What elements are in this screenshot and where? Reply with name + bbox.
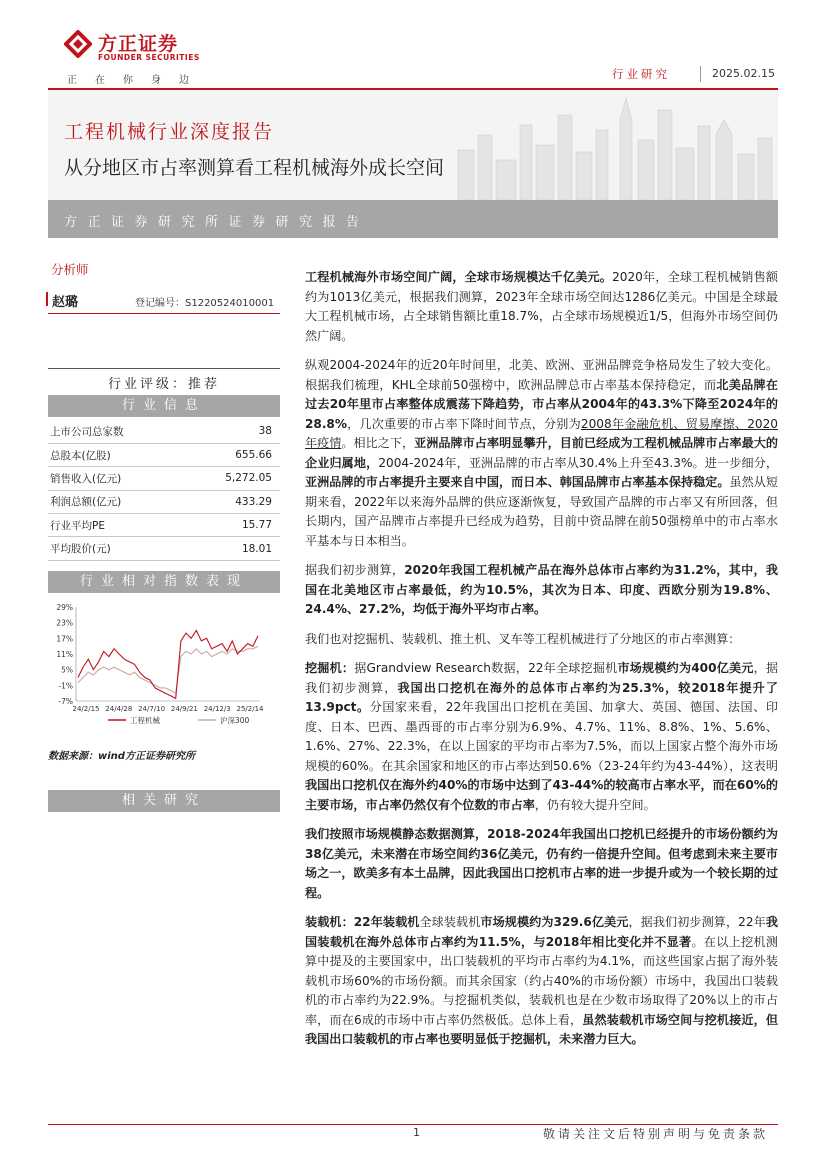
series-line bbox=[78, 630, 258, 698]
info-label: 销售收入(亿元) bbox=[48, 467, 182, 490]
x-tick-label: 24/12/3 bbox=[203, 704, 231, 713]
logo-text-en: FOUNDER SECURITIES bbox=[98, 53, 200, 62]
text-run: 亚洲品牌市占率明显攀升，目前已经成为工程机械品牌市占率最大的企业归属地， bbox=[305, 436, 778, 470]
report-title: 从分地区市占率测算看工程机械海外成长空间 bbox=[64, 157, 445, 179]
paragraph-excavator bbox=[305, 659, 778, 815]
info-row bbox=[48, 537, 280, 560]
info-label: 利润总额(亿元) bbox=[48, 490, 182, 513]
y-tick-label: -7% bbox=[58, 696, 73, 706]
text-run: ，据我们初步测算，22年 bbox=[628, 915, 766, 929]
paragraph-market-size bbox=[305, 268, 778, 346]
text-run: 亚洲品牌的市占率提升主要来自中国，而日本、韩国品牌市占率基本保持稳定。 bbox=[305, 475, 730, 489]
info-label: 上市公司总家数 bbox=[48, 420, 182, 443]
text-run: 虽然装载机市场空间与挖机接近，但我国出口装载机的市占率也要明显低于挖掘机，未来潜力巨大。 bbox=[305, 1012, 778, 1046]
text-run: 我国出口挖机仅在海外约40%的市场中达到了43-44%的较高市占率水平，而在60%的主要市场，市占率仍然仅有个位数的市占率 bbox=[305, 778, 778, 812]
info-row bbox=[48, 467, 280, 490]
analyst-row bbox=[48, 286, 280, 314]
related-research-heading: 相关研究 bbox=[48, 790, 280, 812]
founder-logo-icon bbox=[64, 30, 92, 58]
info-row bbox=[48, 420, 280, 443]
legend-label: 沪深300 bbox=[220, 715, 250, 725]
text-run: ，据我们初步测算， bbox=[305, 661, 778, 695]
text-run: 2020年我国工程机械产品在海外总体市占率约为31.2%，其中，我国在北美地区市占率最低，约为10.5%，其次为日本、印度、西欧分别为19.8%、24.4%、27.2%，均低于海外平均市占率。 bbox=[305, 563, 778, 616]
title-banner bbox=[48, 90, 778, 238]
text-run: 我国出口挖机在海外的总体市占率约为25.3%，较2018年提升了13.9pct。 bbox=[305, 680, 778, 714]
info-label: 平均股价(元) bbox=[48, 537, 182, 560]
text-run: 我国装载机在海外总体市占率约为11.5%，与2018年相比变化并不显著 bbox=[305, 915, 778, 949]
text-run: 我们也对挖掘机、装载机、推土机、叉车等工程机械进行了分地区的市占率测算： bbox=[305, 631, 741, 646]
y-tick-label: -1% bbox=[58, 681, 73, 691]
y-tick-label: 5% bbox=[61, 665, 73, 675]
text-run: 据Grandview Research数据，22年全球挖掘机 bbox=[354, 661, 618, 675]
data-source-note: 数据来源：wind方正证券研究所 bbox=[48, 750, 195, 762]
industry-rating bbox=[48, 368, 280, 395]
logo-text-cn: 方正证券 bbox=[98, 33, 179, 55]
institute-bar bbox=[48, 200, 778, 238]
document-type: 行业研究 bbox=[612, 67, 670, 81]
x-tick-label: 24/4/28 bbox=[105, 704, 133, 713]
analyst-registration: 登记编号：S1220524010001 bbox=[135, 298, 275, 309]
info-value: 18.01 bbox=[182, 537, 280, 560]
info-label: 总股本(亿股) bbox=[48, 443, 182, 466]
industry-info-table bbox=[48, 420, 280, 561]
header-divider bbox=[700, 66, 701, 82]
analyst-heading: 分析师 bbox=[51, 262, 89, 277]
text-run: 纵观2004-2024年的近20年时间里，北美、欧洲、亚洲品牌竞争格局发生了较大变化。根据我们梳理，KHL全球前50强榜中，欧洲品牌总市占率基本保持稳定，而 bbox=[305, 358, 778, 392]
sidebar bbox=[48, 260, 280, 812]
paragraph-excavator-outlook bbox=[305, 825, 778, 903]
text-run: 。相比之下， bbox=[341, 436, 415, 450]
text-run: 市场规模约为329.6亿美元 bbox=[480, 915, 629, 929]
industry-info-heading: 行业信息 bbox=[48, 395, 280, 417]
info-row bbox=[48, 490, 280, 513]
y-tick-label: 29% bbox=[56, 602, 73, 612]
text-run: 全球装载机 bbox=[419, 915, 481, 929]
info-label: 行业平均PE bbox=[48, 514, 182, 537]
page-number: 1 bbox=[413, 1126, 420, 1139]
report-type: 工程机械行业深度报告 bbox=[64, 121, 275, 143]
info-value: 15.77 bbox=[182, 514, 280, 537]
text-run: ，几次重要的市占率下降时间节点，分别为 bbox=[346, 416, 581, 431]
text-run: 市场规模约为400亿美元 bbox=[617, 661, 754, 675]
info-value: 38 bbox=[182, 420, 280, 443]
info-value: 433.29 bbox=[182, 490, 280, 513]
text-run: 。在以上挖机测算中提及的主要国家中，出口装载机的平均市占率约为4.1%，而这些国家占据了海外装载机市场60%的市场份额。而其余国家（约占40%的市场份额）市场中，我国出口装载机的市占率约为22.9%。与挖掘机类似，装载机也是在少数市场取得了20%以上的市占率，而在6成的市场中市占率仍然极低。总体上看， bbox=[305, 934, 778, 1027]
text-run: 挖掘机： bbox=[305, 661, 355, 675]
info-value: 655.66 bbox=[182, 443, 280, 466]
rating-label: 行业评级：推荐 bbox=[107, 377, 220, 392]
text-run: 2020年，全球工程机械销售额约为1013亿美元，根据我们测算，2023年全球市场空间达1286亿美元。中国是全球最大工程机械市场，占全球销售额比重18.7%，占全球市场规模近1/5，但海外市场空间仍然广阔。 bbox=[305, 270, 778, 343]
y-tick-label: 17% bbox=[56, 634, 73, 644]
y-tick-label: 23% bbox=[56, 618, 73, 628]
info-row bbox=[48, 514, 280, 537]
page-header bbox=[0, 0, 826, 100]
relative-index-heading: 行业相对指数表现 bbox=[48, 571, 280, 593]
x-tick-label: 24/9/21 bbox=[170, 704, 198, 713]
text-run: 2008年金融危机、贸易摩擦、2020年疫情 bbox=[305, 416, 778, 450]
company-motto: 正在你身边 bbox=[67, 75, 207, 86]
institute-label: 方正证券研究所证券研究报告 bbox=[64, 215, 370, 230]
disclaimer-link[interactable]: 敬请关注文后特别声明与免责条款 bbox=[543, 1127, 769, 1141]
text-run: ，仍有较大提升空间。 bbox=[534, 797, 656, 812]
paragraph-product-intro bbox=[305, 630, 778, 650]
main-body bbox=[305, 268, 778, 1060]
paragraph-regional-share bbox=[305, 561, 778, 620]
x-tick-label: 24/7/10 bbox=[138, 704, 166, 713]
city-skyline-illustration bbox=[448, 90, 778, 200]
legend-label: 工程机械 bbox=[130, 715, 160, 725]
text-run: 工程机械海外市场空间广阔，全球市场规模达千亿美元。 bbox=[305, 270, 613, 284]
text-run: 虽然从短期来看，2022年以来海外品牌的供应逐渐恢复，导致国产品牌的市占率又有所回落，但长期内，国产品牌市占率提升已经成为趋势，目前中资品牌在前50强榜单中的市占率水平基本与日本相当。 bbox=[305, 475, 778, 548]
info-value: 5,272.05 bbox=[182, 467, 280, 490]
paragraph-loader bbox=[305, 913, 778, 1050]
text-run: 我们按照市场规模静态数据测算，2018-2024年我国出口挖机已经提升的市场份额约为38亿美元，未来潜在市场空间约36亿美元，仍有约一倍提升空间。但考虑到未来主要市场之一，欧美多有本土品牌，因此我国出口挖机市占率的进一步提升或为一个较长期的过程。 bbox=[305, 827, 778, 900]
text-run: 北美品牌在过去20年里市占率整体成震荡下降趋势，市占率从2004年的43.3%下降至2024年的28.8% bbox=[305, 377, 778, 431]
analyst-name: 赵璐 bbox=[52, 291, 78, 310]
y-tick-label: 11% bbox=[56, 649, 73, 659]
relative-index-chart bbox=[48, 599, 280, 747]
info-row bbox=[48, 443, 280, 466]
chart-canvas bbox=[48, 599, 280, 747]
text-run: 据我们初步测算， bbox=[305, 563, 405, 577]
text-run: 22年装载机 bbox=[353, 915, 420, 929]
text-run: 2004-2024年，亚洲品牌的市占率从30.4%上升至43.3%。进一步细分， bbox=[378, 455, 778, 470]
report-date: 2025.02.15 bbox=[712, 67, 775, 80]
paragraph-brand-landscape bbox=[305, 356, 778, 551]
text-run: 装载机： bbox=[305, 915, 354, 929]
x-tick-label: 25/2/14 bbox=[236, 704, 264, 713]
text-run: 分国家来看，22年我国出口挖机在美国、加拿大、英国、德国、法国、印度、日本、巴西、墨西哥的市占率分别为6.9%、4.7%、11%、8.8%、1%、5.6%、1.6%、27%、22.3%，在以上国家的平均市占率为7.5%，而以上国家占整个海外市场规模的60%。在其余国家和地区的市占率达到50.6%（23-24年约为43-44%），这表明 bbox=[305, 700, 778, 773]
x-tick-label: 24/2/15 bbox=[72, 704, 100, 713]
